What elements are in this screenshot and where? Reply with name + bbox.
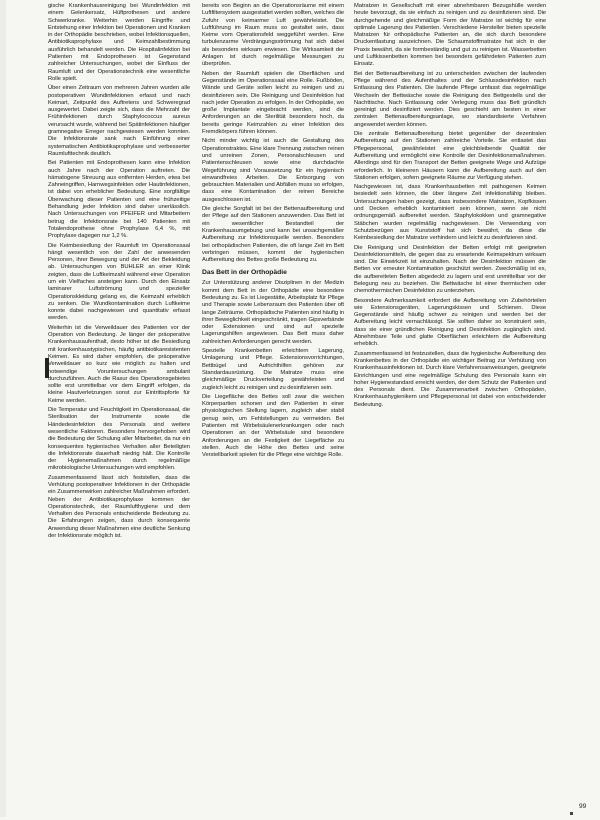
paragraph: Zusammenfassend lässt sich feststellen, dass die Verhütung postoperativer Infektionen in der Orthopädie ein Zusammenwirken zahlreicher Maßnahmen erfordert. Neben der Antibiotikaprophylaxe kommen der Operationstechnik, der Raumlufthygiene und dem Verhalten des Personals entscheidende Bedeutung zu. Die Erfahrungen zeigen, dass durch konsequente Anwendung dieser Maßnahmen eine deutliche Senkung der Infektionsrate möglich ist.	[48, 474, 190, 540]
paragraph: Die Liegefläche des Bettes soll zwar die weichen Körperpartien schonen und den Patienten in einer physiologischen Stellung lagern, zugleich aber stabil genug sein, um Fehlstellungen zu vermeiden. Bei Patienten mit Wirbelsäulenerkrankungen oder nach Operationen an der Wirbelsäule sind besondere Anforderungen an die Festigkeit der Liegefläche zu stellen. Auch die Höhe des Bettes und seine Verstellbarkeit spielen für die Pflege eine wichtige Rolle.	[202, 393, 344, 459]
section-heading: Das Bett in der Orthopädie	[202, 269, 287, 277]
paragraph: Bei der Bettenaufbereitung ist zu unterscheiden zwischen der laufenden Pflege während des Aufenthaltes und der Schlussdesinfektion nach Entlassung des Patienten. Die laufende Pflege umfasst das regelmäßige Wechseln der Bettwäsche sowie die Reinigung des Bettgestells und der Nachttische. Nach Entlassung oder Verlegung muss das Bett gründlich gereinigt und desinfiziert werden. Dies geschieht am besten in einer zentralen Bettenaufbereitungsanlage, wo standardisierte Verfahren angewendet werden können.	[354, 70, 546, 128]
paragraph: Die Reinigung und Desinfektion der Betten erfolgt mit geeigneten Desinfektionsmitteln, die gegen das zu erwartende Keimspektrum wirksam sind. Die Einwirkzeit ist einzuhalten. Nach der Desinfektion müssen die Betten vor erneuter Kontamination geschützt werden. Zweckmäßig ist es, die aufbereiteten Betten abgedeckt zu lagern und erst unmittelbar vor der Belegung neu zu beziehen. Die Bettwäsche ist einer thermischen oder chemothermischen Desinfektion zu unterziehen.	[354, 244, 546, 295]
paragraph: Spezielle Krankenbetten erleichtern Lagerung, Umlagerung und Pflege. Extensionsvorrichtungen, Bettbügel und Aufrichthilfen gehören zur Standardausrüstung. Die Matratze muss eine gleichmäßige Druckverteilung gewährleisten und zugleich leicht zu reinigen und zu desinfizieren sein.	[202, 348, 344, 391]
text-column-3	[354, 0, 546, 820]
paragraph: Die zentrale Bettenaufbereitung bietet gegenüber der dezentralen Aufbereitung auf den Stationen zahlreiche Vorteile. Sie entlastet das Pflegepersonal, gewährleistet eine gleichbleibende Qualität der Aufbereitung und ermöglicht eine Kontrolle der Desinfektionsmaßnahmen. Allerdings sind für den Transport der Betten geeignete Wege und Aufzüge erforderlich. In kleineren Häusern kann die Aufbereitung auch auf den Stationen erfolgen, sofern geeignete Räume zur Verfügung stehen.	[354, 131, 546, 181]
paragraph: Matratzen in Gesellschaft mit einer abnehmbaren Bezugshülle werden heute bevorzugt, da sie einfach zu reinigen und zu desinfizieren sind. Die durchgehende und gleichmäßige Form der Matratze ist wichtig für eine optimale Lagerung des Patienten. Verschiedene Hersteller bieten spezielle Matratzen für orthopädische Patienten an, die sich durch besondere Druckentlastung auszeichnen. Die Schaumstoffmatratze hat sich in der Praxis bewährt, da sie formbeständig und gut zu reinigen ist. Wasserbetten und Luftkissenbetten kommen bei besonders gefährdeten Patienten zum Einsatz.	[354, 3, 546, 68]
paragraph: Bei Patienten mit Endoprothesen kann eine Infektion auch Jahre nach der Operation auftreten. Die hämatogene Streuung aus entfernten Herden, etwa bei Zahneingriffen, Harnwegsinfekten oder Hautinfektionen, ist dabei von erheblicher Bedeutung. Eine sorgfältige Überwachung dieser Patienten und eine frühzeitige Behandlung jeder Infektion sind daher unerlässlich. Nach Untersuchungen von PFEIFER und Mitarbeitern betrug die Infektionsrate bei 140 Patienten mit Totalendoprothese ohne Prophylaxe 6,4 %, mit Prophylaxe dagegen nur 1,2 %.	[48, 160, 190, 240]
page-number: 99	[579, 803, 587, 810]
paragraph: Die Temperatur und Feuchtigkeit im Operationssaal, die Sterilisation der Instrumente sowie die Händedesinfektion des Personals sind weitere wesentliche Faktoren. Besonders hervorgehoben wird die Bedeutung der Schulung aller Mitarbeiter, da nur ein konsequentes hygienisches Verhalten aller Beteiligten die Infektionsrate dauerhaft niedrig hält. Die Kontrolle der Hygienemaßnahmen durch regelmäßige mikrobiologische Untersuchungen wird empfohlen.	[48, 407, 190, 472]
paragraph: Über einen Zeitraum von mehreren Jahren wurden alle postoperativen Wundinfektionen erfasst und nach Keimart, Zeitpunkt des Auftretens und Schweregrad ausgewertet. Dabei zeigte sich, dass die Mehrzahl der Frühinfektionen durch Staphylococcus aureus verursacht wurde, während bei Spätinfektionen häufiger gramnegative Erreger nachgewiesen werden konnten. Die Infektionsrate sank nach Einführung einer systematischen Antibiotikaprophylaxe und verbesserter Raumlufttechnik deutlich.	[48, 85, 190, 157]
paragraph: Nicht minder wichtig ist auch die Gestaltung des Operationstraktes. Eine klare Trennung zwischen reinen und unreinen Zonen, Personalschleusen und Patientenschleusen sowie eine durchdachte Wegeführung sind Voraussetzung für ein hygienisch einwandfreies Arbeiten. Die Entsorgung von gebrauchten Materialien und Abfällen muss so erfolgen, dass eine Kontamination der reinen Bereiche ausgeschlossen ist.	[202, 138, 344, 203]
paragraph: Die gleiche Sorgfalt ist bei der Bettenaufbereitung und der Pflege auf den Stationen anzuwenden. Das Bett ist ein wesentlicher Bestandteil der Krankenhausumgebung und kann bei unsachgemäßer Aufbereitung zur Infektionsquelle werden. Besonders bei orthopädischen Patienten, die oft lange Zeit im Bett verbringen müssen, kommt der hygienischen Aufbereitung des Bettes große Bedeutung zu.	[202, 206, 344, 264]
paragraph: Die Keimbesiedlung der Raumluft im Operationssaal hängt wesentlich von der Zahl der anwesenden Personen, ihrer Bewegung und der Art der Bekleidung ab. Untersuchungen von BUHLER an einer Klinik zeigten, dass die Luftkeimzahl während einer Operation um ein Vielfaches ansteigen kann. Durch den Einsatz laminarer Luftströmung und spezieller Operationskleidung gelang es, die Keimzahl erheblich zu senken. Die Wundkontamination durch Luftkeime konnte dabei nachgewiesen und quantitativ erfasst werden.	[48, 242, 190, 322]
text-column-1	[48, 0, 190, 820]
paragraph: bereits von Beginn an die Operationsräume mit einem Luftfiltersystem ausgestattet werden sollten, welches die Zufuhr von keimarmer Luft gewährleistet. Die Luftführung im Raum muss so gestaltet sein, dass Keime vom Operationsfeld weggeführt werden. Eine turbulenzarme Verdrängungsströmung hat sich dabei als besonders wirksam erwiesen. Die Wirksamkeit der Anlagen ist durch regelmäßige Messungen zu überprüfen.	[202, 3, 344, 68]
paragraph: Zur Unterstützung anderer Disziplinen in der Medizin kommt dem Bett in der Orthopädie eine besondere Bedeutung zu. Es ist Liegestätte, Arbeitsplatz für Pflege und Therapie sowie Lebensraum des Patienten über oft lange Zeiträume. Orthopädische Patienten sind häufig in ihrer Beweglichkeit eingeschränkt, tragen Gipsverbände oder Extensionen und sind auf spezielle Lagerungshilfen angewiesen. Das Bett muss daher zahlreichen Anforderungen gerecht werden.	[202, 280, 344, 345]
paragraph: Zusammenfassend ist festzustellen, dass die hygienische Aufbereitung des Krankenbettes in der Orthopädie ein wichtiger Beitrag zur Verhütung von Krankenhausinfektionen ist. Durch klare Verfahrensanweisungen, geeignete Einrichtungen und eine regelmäßige Schulung des Personals kann ein hoher Hygienestandard erreicht werden, der dem Schutz der Patienten und des Personals dient. Die Zusammenarbeit zwischen Orthopäden, Krankenhaushygienikern und Pflegepersonal ist dabei von entscheidender Bedeutung.	[354, 350, 546, 408]
page-edge-shadow	[0, 0, 6, 817]
paragraph: gische Krankenhausreinigung bei Wundinfektion mit einem Gelenkersatz, Hüftprothesen und andere Schwerkranke. Weiterhin werden Eingriffe und Entstehung einer Infektion bei Operationen und Kranken in der Orthopädie beschrieben, wobei Infektionsquellen, Antibiotikaprophylaxe und Keimzahlbestimmung ausführlich behandelt werden. Die Hospitalinfektion bei Patienten mit Endoprothesen ist Gegenstand zahlreicher Untersuchungen, wobei der Einfluss der Raumluft und der Operationstechnik eine wesentliche Rolle spielt.	[48, 3, 190, 82]
paragraph: Weiterhin ist die Verweildauer des Patienten vor der Operation von Bedeutung. Je länger der präoperative Krankenhausaufenthalt, desto höher ist die Besiedlung mit krankenhaustypischen, häufig antibiotikaresistenten Keimen. Es wird daher empfohlen, die präoperative Verweildauer so kurz wie möglich zu halten und notwendige Voruntersuchungen ambulant durchzuführen. Auch die Rasur des Operationsgebietes sollte erst unmittelbar vor dem Eingriff erfolgen, da kleine Hautverletzungen sonst zur Eintrittspforte für Keime werden.	[48, 324, 190, 404]
paragraph: Neben der Raumluft spielen die Oberflächen und Gegenstände im Operationssaal eine Rolle. Fußböden, Wände und Geräte sollen leicht zu reinigen und zu desinfizieren sein. Die Reinigung und Desinfektion hat nach jeder Operation zu erfolgen. In der Orthopädie, wo große Implantate eingebracht werden, sind die Anforderungen an die Sterilität besonders hoch, da bereits geringe Keimzahlen zu einer Infektion des Fremdkörpers führen können.	[202, 70, 344, 136]
paragraph: Besondere Aufmerksamkeit erfordert die Aufbereitung von Zubehörteilen wie Extensionsgeräten, Lagerungskissen und Schienen. Diese Gegenstände sind häufig schwer zu reinigen und werden bei der Aufbereitung leicht vernachlässigt. Sie sollten daher so konstruiert sein, dass sie einer gründlichen Reinigung und Desinfektion zugänglich sind. Abnehmbare Teile und glatte Oberflächen erleichtern die Aufbereitung erheblich.	[354, 297, 546, 348]
paragraph: Nachgewiesen ist, dass Krankenhausbetten mit pathogenen Keimen besiedelt sein können, die über längere Zeit infektionsfähig bleiben. Untersuchungen haben gezeigt, dass insbesondere Matratzen, Kopfkissen und Decken erheblich kontaminiert sein können, wenn sie nicht ordnungsgemäß aufbereitet werden. Staphylokokken und gramnegative Stäbchen wurden regelmäßig nachgewiesen. Die Verwendung von Schutzbezügen aus Kunststoff hat sich bewährt, da diese die Keimbesiedlung der Matratze verhindern und leicht zu desinfizieren sind.	[354, 184, 546, 242]
corner-mark	[570, 812, 573, 815]
text-column-2	[202, 0, 344, 820]
